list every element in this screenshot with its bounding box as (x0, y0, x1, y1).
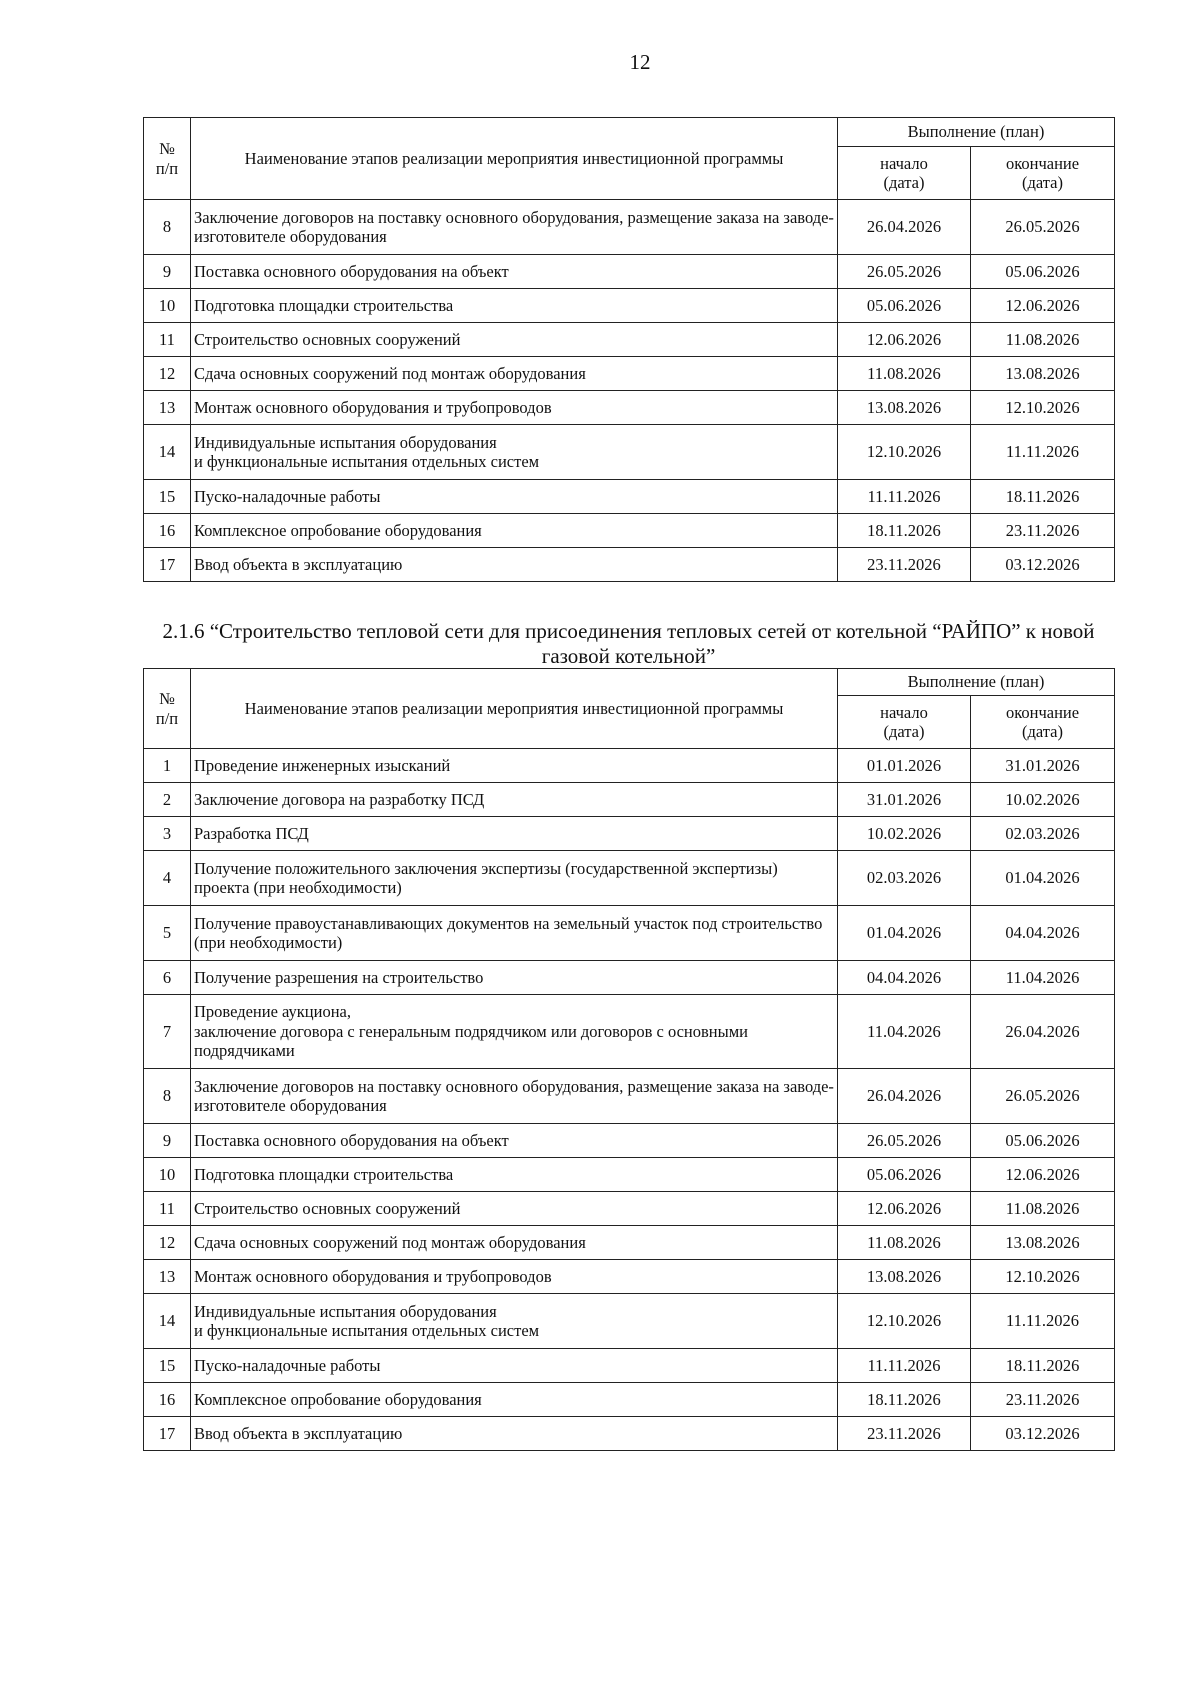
start-date: 12.06.2026 (838, 323, 971, 357)
table-row (144, 851, 1115, 906)
table-row (144, 289, 1115, 323)
row-number: 8 (144, 200, 191, 255)
row-number: 1 (144, 749, 191, 783)
start-date: 23.11.2026 (838, 548, 971, 582)
stage-name: Подготовка площадки строительства (191, 1158, 838, 1192)
row-number: 6 (144, 961, 191, 995)
row-number: 12 (144, 357, 191, 391)
table-row (144, 1383, 1115, 1417)
end-date: 03.12.2026 (971, 548, 1115, 582)
row-number: 15 (144, 1349, 191, 1383)
end-date: 12.10.2026 (971, 391, 1115, 425)
stage-name: Сдача основных сооружений под монтаж оборудования (191, 357, 838, 391)
row-number: 2 (144, 783, 191, 817)
table-row (144, 906, 1115, 961)
end-date: 31.01.2026 (971, 749, 1115, 783)
table-row (144, 548, 1115, 582)
end-date: 12.10.2026 (971, 1260, 1115, 1294)
stage-name: Получение положительного заключения экспертизы (государственной экспертизы) проекта (при необходимости) (191, 851, 838, 906)
stage-name: Пуско-наладочные работы (191, 480, 838, 514)
start-date: 12.10.2026 (838, 425, 971, 480)
table-row (144, 514, 1115, 548)
stage-name: Строительство основных сооружений (191, 323, 838, 357)
start-date: 13.08.2026 (838, 1260, 971, 1294)
stage-name: Заключение договора на разработку ПСД (191, 783, 838, 817)
end-date: 26.05.2026 (971, 1069, 1115, 1124)
table-row (144, 1226, 1115, 1260)
row-number: 3 (144, 817, 191, 851)
end-date: 11.08.2026 (971, 1192, 1115, 1226)
end-date: 18.11.2026 (971, 480, 1115, 514)
table-row (144, 255, 1115, 289)
table-row (144, 200, 1115, 255)
start-date: 26.04.2026 (838, 200, 971, 255)
end-date: 18.11.2026 (971, 1349, 1115, 1383)
row-number: 13 (144, 1260, 191, 1294)
start-date: 12.10.2026 (838, 1294, 971, 1349)
stage-name: Подготовка площадки строительства (191, 289, 838, 323)
end-date: 26.05.2026 (971, 200, 1115, 255)
start-date: 05.06.2026 (838, 1158, 971, 1192)
table-row (144, 1260, 1115, 1294)
table-row (144, 783, 1115, 817)
stage-name: Индивидуальные испытания оборудования и функциональные испытания отдельных систем (191, 425, 838, 480)
column-header-plan: Выполнение (план) (838, 118, 1115, 147)
stage-name: Проведение аукциона, заключение договора с генеральным подрядчиком или договоров с основными подрядчиками (191, 995, 838, 1069)
row-number: 14 (144, 1294, 191, 1349)
row-number: 14 (144, 425, 191, 480)
table-row (144, 391, 1115, 425)
table-row (144, 1158, 1115, 1192)
stage-name: Ввод объекта в эксплуатацию (191, 1417, 838, 1451)
stage-name: Получение правоустанавливающих документов на земельный участок под строительство (при необходимости) (191, 906, 838, 961)
row-number: 7 (144, 995, 191, 1069)
row-number: 17 (144, 1417, 191, 1451)
row-number: 8 (144, 1069, 191, 1124)
start-date: 11.08.2026 (838, 1226, 971, 1260)
row-number: 5 (144, 906, 191, 961)
table-row (144, 749, 1115, 783)
start-date: 23.11.2026 (838, 1417, 971, 1451)
end-date: 12.06.2026 (971, 289, 1115, 323)
stage-name: Проведение инженерных изысканий (191, 749, 838, 783)
row-number: 16 (144, 514, 191, 548)
stage-name: Поставка основного оборудования на объект (191, 1124, 838, 1158)
stage-name: Поставка основного оборудования на объект (191, 255, 838, 289)
start-date: 26.05.2026 (838, 1124, 971, 1158)
table-row (144, 1124, 1115, 1158)
column-header-end: окончание (дата) (971, 147, 1115, 200)
table-row (144, 323, 1115, 357)
table-row (144, 1069, 1115, 1124)
start-date: 26.04.2026 (838, 1069, 971, 1124)
end-date: 05.06.2026 (971, 1124, 1115, 1158)
row-number: 15 (144, 480, 191, 514)
column-header-stage-name: Наименование этапов реализации мероприятия инвестиционной программы (191, 118, 838, 200)
end-date: 02.03.2026 (971, 817, 1115, 851)
end-date: 12.06.2026 (971, 1158, 1115, 1192)
start-date: 01.01.2026 (838, 749, 971, 783)
table-row (144, 817, 1115, 851)
end-date: 11.08.2026 (971, 323, 1115, 357)
end-date: 11.11.2026 (971, 425, 1115, 480)
column-header-start: начало (дата) (838, 696, 971, 749)
row-number: 11 (144, 1192, 191, 1226)
start-date: 11.04.2026 (838, 995, 971, 1069)
table-row (144, 1349, 1115, 1383)
row-number: 9 (144, 1124, 191, 1158)
row-number: 12 (144, 1226, 191, 1260)
end-date: 23.11.2026 (971, 514, 1115, 548)
start-date: 04.04.2026 (838, 961, 971, 995)
start-date: 10.02.2026 (838, 817, 971, 851)
end-date: 11.04.2026 (971, 961, 1115, 995)
table-row (144, 961, 1115, 995)
end-date: 11.11.2026 (971, 1294, 1115, 1349)
stage-name: Заключение договоров на поставку основного оборудования, размещение заказа на заводе-изготовителе оборудования (191, 200, 838, 255)
row-number: 10 (144, 1158, 191, 1192)
start-date: 12.06.2026 (838, 1192, 971, 1226)
table-row (144, 1294, 1115, 1349)
stage-name: Пуско-наладочные работы (191, 1349, 838, 1383)
stage-name: Заключение договоров на поставку основного оборудования, размещение заказа на заводе-изготовителе оборудования (191, 1069, 838, 1124)
start-date: 05.06.2026 (838, 289, 971, 323)
stage-name: Ввод объекта в эксплуатацию (191, 548, 838, 582)
column-header-number: № п/п (144, 118, 191, 200)
row-number: 17 (144, 548, 191, 582)
stage-name: Комплексное опробование оборудования (191, 1383, 838, 1417)
column-header-end: окончание (дата) (971, 696, 1115, 749)
stage-name: Индивидуальные испытания оборудования и функциональные испытания отдельных систем (191, 1294, 838, 1349)
table-row (144, 995, 1115, 1069)
row-number: 10 (144, 289, 191, 323)
start-date: 01.04.2026 (838, 906, 971, 961)
start-date: 13.08.2026 (838, 391, 971, 425)
section-title: 2.1.6 “Строительство тепловой сети для присоединения тепловых сетей от котельной “РАЙПО” к новой газовой котельной” (162, 619, 1095, 669)
stage-name: Разработка ПСД (191, 817, 838, 851)
start-date: 11.11.2026 (838, 480, 971, 514)
row-number: 4 (144, 851, 191, 906)
end-date: 26.04.2026 (971, 995, 1115, 1069)
stage-name: Монтаж основного оборудования и трубопроводов (191, 391, 838, 425)
end-date: 05.06.2026 (971, 255, 1115, 289)
row-number: 9 (144, 255, 191, 289)
table-row (144, 480, 1115, 514)
end-date: 13.08.2026 (971, 1226, 1115, 1260)
start-date: 11.08.2026 (838, 357, 971, 391)
stage-name: Строительство основных сооружений (191, 1192, 838, 1226)
end-date: 01.04.2026 (971, 851, 1115, 906)
schedule-table-1 (143, 117, 1115, 582)
start-date: 02.03.2026 (838, 851, 971, 906)
table-row (144, 357, 1115, 391)
end-date: 13.08.2026 (971, 357, 1115, 391)
column-header-start: начало (дата) (838, 147, 971, 200)
end-date: 10.02.2026 (971, 783, 1115, 817)
stage-name: Сдача основных сооружений под монтаж оборудования (191, 1226, 838, 1260)
stage-name: Комплексное опробование оборудования (191, 514, 838, 548)
column-header-plan: Выполнение (план) (838, 669, 1115, 696)
end-date: 03.12.2026 (971, 1417, 1115, 1451)
page-number: 12 (629, 50, 651, 74)
table-row (144, 425, 1115, 480)
schedule-table-2 (143, 668, 1115, 1451)
table-row (144, 1192, 1115, 1226)
end-date: 23.11.2026 (971, 1383, 1115, 1417)
end-date: 04.04.2026 (971, 906, 1115, 961)
start-date: 18.11.2026 (838, 514, 971, 548)
start-date: 26.05.2026 (838, 255, 971, 289)
row-number: 11 (144, 323, 191, 357)
table-row (144, 1417, 1115, 1451)
stage-name: Монтаж основного оборудования и трубопроводов (191, 1260, 838, 1294)
start-date: 18.11.2026 (838, 1383, 971, 1417)
start-date: 11.11.2026 (838, 1349, 971, 1383)
column-header-number: № п/п (144, 669, 191, 749)
row-number: 13 (144, 391, 191, 425)
row-number: 16 (144, 1383, 191, 1417)
column-header-stage-name: Наименование этапов реализации мероприятия инвестиционной программы (191, 669, 838, 749)
start-date: 31.01.2026 (838, 783, 971, 817)
stage-name: Получение разрешения на строительство (191, 961, 838, 995)
